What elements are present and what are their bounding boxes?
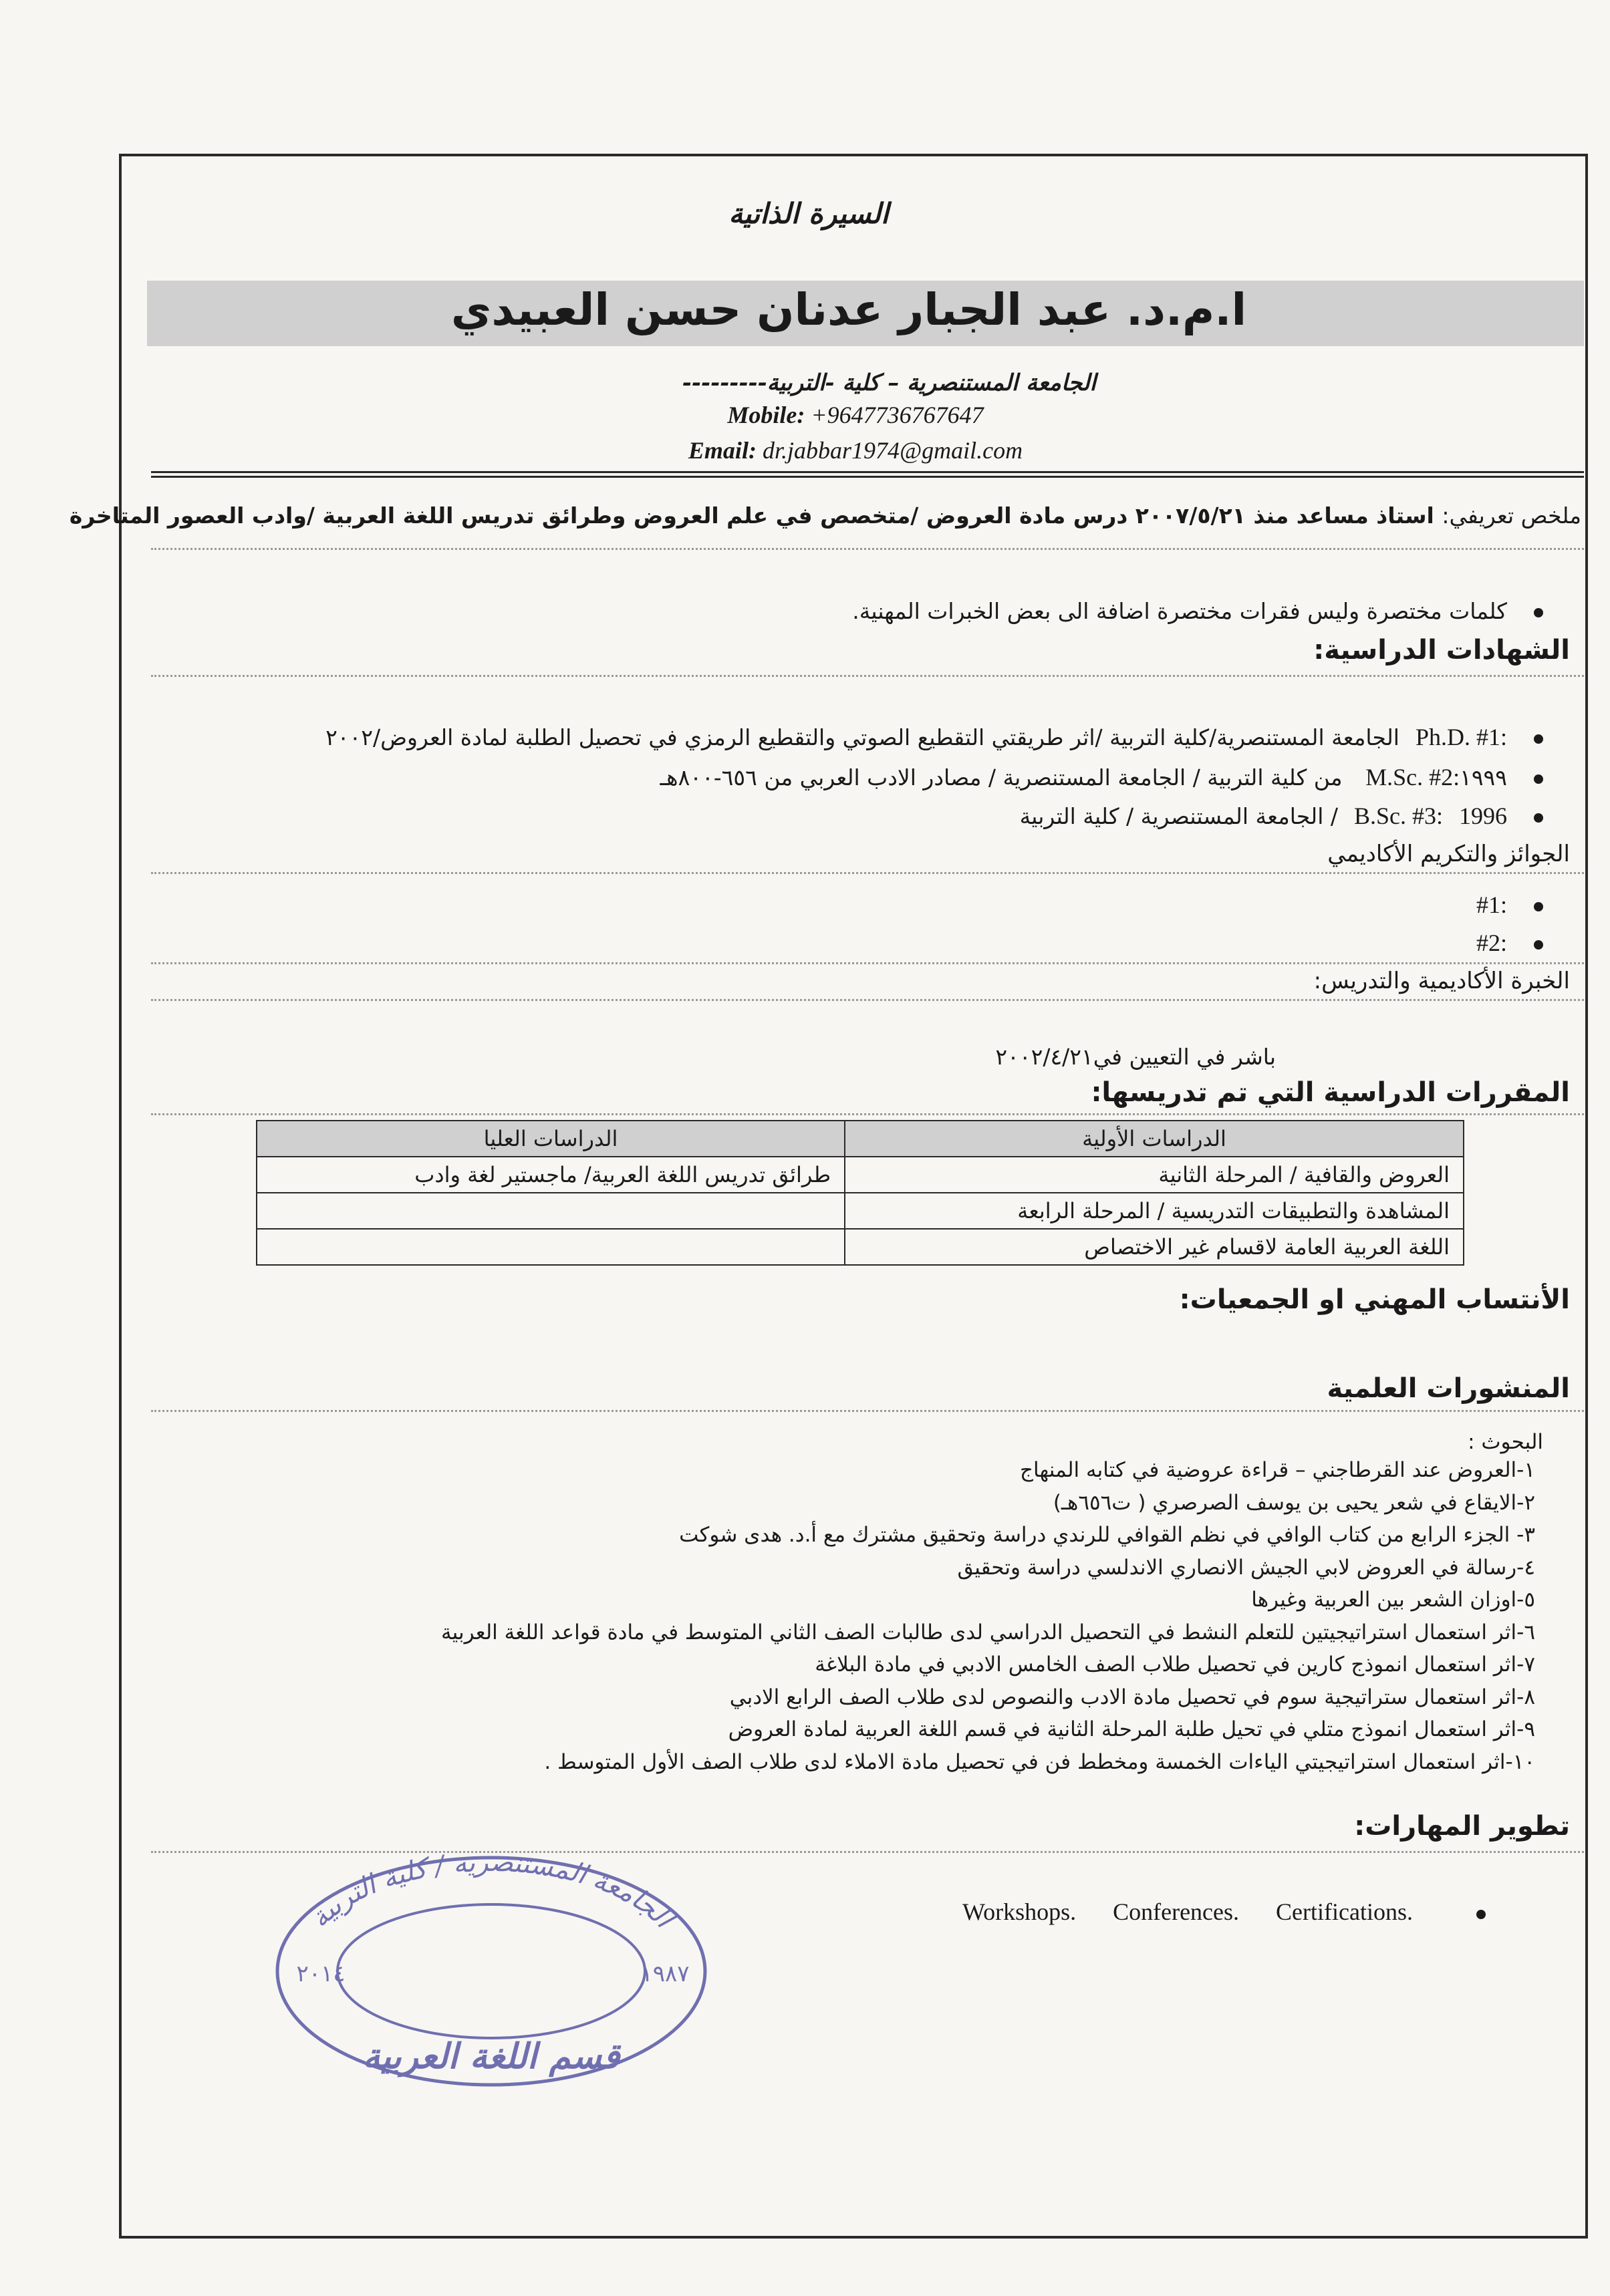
publication-item: ٧-اثر استعمال انموذج كارين في تحصيل طلاب الصف الخامس الادبي في مادة البلاغة [815,1653,1535,1677]
award-item [1460,929,1543,957]
email-label: Email: [688,437,757,464]
stamp-department: قسم اللغة العربية [362,2036,620,2077]
bullet-icon [1534,940,1543,950]
summary-text: استاذ مساعد منذ ٢٠٠٧/٥/٢١ درس مادة العروض /متخصص في علم العروض وطرائق تدريس اللغة العربية /وادب العصور المتاخرة [69,503,1434,529]
publications-heading: المنشورات العلمية [1327,1373,1570,1404]
publication-item: ١-العروض عند القرطاجني – قراءة عروضية في كتابه المنهاج [1020,1458,1535,1482]
bullet-icon [1534,813,1543,823]
publication-item: ٨-اثر استعمال ستراتيجية سوم في تحصيل مادة الادب والنصوص لدى طلاب الصف الرابع الادبي [729,1685,1535,1709]
degree-code: M.Sc. #2: [1365,764,1460,791]
courses-heading: المقررات الدراسية التي تم تدريسها: [1091,1077,1570,1108]
divider [151,999,1584,1001]
degree-text: الجامعة المستنصرية/كلية التربية /اثر طريقتي التقطيع الصوتي والتقطيع الرمزي في تحصيل الطلبة لمادة العروض/٢٠٠٢ [325,724,1399,750]
header-divider [151,471,1584,478]
university-line: الجامعة المستنصرية – كلية -التربية--------- [682,370,1096,396]
table-row [257,1193,1464,1229]
note-text: كلمات مختصرة وليس فقرات مختصرة اضافة الى بعض الخبرات المهنية. [852,598,1507,624]
divider [151,548,1584,550]
grad-course [257,1229,845,1265]
person-name: ا.م.د. عبد الجبار عدنان حسن العبيدي [450,284,1247,335]
email-line [588,436,1123,464]
publication-item: ٩-اثر استعمال انموذج متلي في تحيل طلبة المرحلة الثانية في قسم اللغة العربية لمادة العروض [728,1717,1535,1741]
award-item [1460,891,1543,919]
grad-course [257,1193,845,1229]
stamp-arc-text [304,1847,680,1936]
table-row [257,1157,1464,1193]
courses-table [256,1120,1464,1266]
stamp-year-right: ١٩٨٧ [640,1961,690,1987]
mobile-label: Mobile: [727,402,805,428]
degree-code: Ph.D. #1: [1415,724,1507,750]
undergrad-course: اللغة العربية العامة لاقسام غير الاختصاص [845,1229,1464,1265]
divider [151,1113,1584,1115]
degree-text: ١٩٩٩ من كلية التربية / الجامعة المستنصرية / مصادر الادب العربي من ٦٥٦-٨٠٠هـ [660,764,1507,791]
degree-item [1020,802,1543,830]
column-header-undergrad: الدراسات الأولية [845,1121,1464,1157]
publication-item: ٢-الايقاع في شعر يحيى بن يوسف الصرصري ( ت٦٥٦هـ) [1053,1490,1535,1515]
research-subheading: البحوث : [1468,1430,1543,1454]
degree-text: / الجامعة المستنصرية / كلية التربية [1019,803,1338,829]
publication-item: ١٠-اثر استعمال استراتيجيتي الياءات الخمسة ومخطط فن في تحصيل مادة الاملاء لدى طلاب الصف الأول المتوسط . [544,1749,1535,1774]
grad-course: طرائق تدريس اللغة العربية/ ماجستير لغة وادب [257,1157,845,1193]
membership-heading: الأنتساب المهني او الجمعيات: [1179,1284,1570,1315]
degrees-heading: الشهادات الدراسية: [1313,635,1570,666]
mobile-number[interactable]: +9647736767647 [811,402,984,428]
summary-label: ملخص تعريفي: [1442,503,1581,529]
undergrad-course: العروض والقافية / المرحلة الثانية [845,1157,1464,1193]
divider [151,1410,1584,1412]
table-row [257,1229,1464,1265]
bullet-icon [1534,608,1543,617]
awards-heading: الجوائز والتكريم الأكاديمي [1327,841,1570,867]
skill-workshops: Workshops. [962,1898,1077,1925]
award-label: #2: [1476,929,1507,956]
summary [69,503,1581,529]
publication-item: ٣- الجزء الرابع من كتاب الوافي في نظم القوافي للرندي دراسة وتحقيق مشترك مع أ.د. هدى شوكت [679,1523,1535,1547]
email-address[interactable]: dr.jabbar1974@gmail.com [762,437,1023,464]
stamp-year-left: ٢٠١٤ [296,1961,346,1987]
stamp-arc-label: الجامعة المستنصرية / كلية التربية [304,1846,679,1934]
skill-conferences: Conferences. [1113,1898,1240,1925]
divider [151,872,1584,874]
experience-text: باشر في التعيين في٢٠٠٢/٤/٢١ [995,1044,1276,1070]
page-title: السيرة الذاتية [728,197,889,230]
bullet-icon [1534,734,1543,744]
mobile-line [588,401,1123,429]
stamp-inner-ring [338,1904,645,2038]
table-header-row [257,1121,1464,1157]
skill-certifications: Certifications. [1276,1898,1413,1925]
publication-item: ٤-رسالة في العروض لابي الجيش الانصاري الاندلسي دراسة وتحقيق [957,1555,1535,1580]
publication-item: ٥-اوزان الشعر بين العربية وغيرها [1251,1588,1535,1612]
divider [151,962,1584,964]
column-header-grad: الدراسات العليا [257,1121,845,1157]
note-bullet [852,598,1543,624]
degree-year: 1996 [1459,803,1507,829]
undergrad-course: المشاهدة والتطبيقات التدريسية / المرحلة الرابعة [845,1193,1464,1229]
bullet-icon [1476,1910,1486,1919]
degree-item [660,763,1543,791]
divider [151,675,1584,677]
degree-item [325,723,1543,751]
department-stamp [257,1844,725,2098]
degree-code: B.Sc. #3: [1353,803,1443,829]
publication-item: ٦-اثر استعمال استراتيجيتين للتعلم النشط في التحصيل الدراسي لدى طالبات الصف الثاني المتوسط في مادة قواعد اللغة العربية [441,1620,1535,1644]
experience-heading: الخبرة الأكاديمية والتدريس: [1313,968,1570,994]
bullet-icon [1534,774,1543,784]
bullet-icon [1534,902,1543,911]
award-label: #1: [1476,891,1507,918]
skills-line [962,1898,1524,1926]
skills-heading: تطوير المهارات: [1354,1811,1570,1842]
